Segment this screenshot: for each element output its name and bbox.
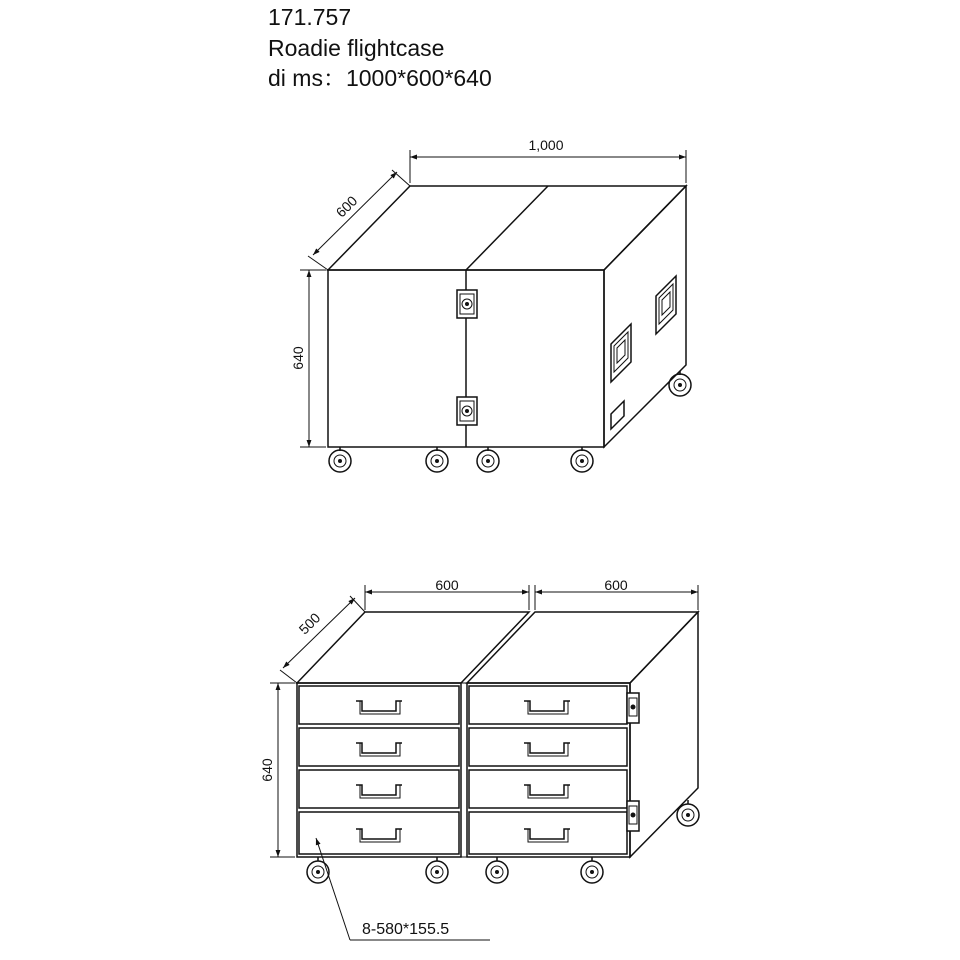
lid-split-line xyxy=(466,186,548,270)
dimension-height xyxy=(290,270,326,447)
dimension-width-right xyxy=(535,577,698,610)
side-handle-front xyxy=(611,324,631,382)
side-latch-lower xyxy=(627,801,639,831)
model-number: 171.757 xyxy=(268,4,352,30)
left-unit-top-face xyxy=(297,612,529,683)
dimension-width-left xyxy=(365,577,529,610)
dimension-width xyxy=(410,137,686,183)
dimensions-label: di ms：1000*600*640 xyxy=(268,65,492,91)
closed-case-view xyxy=(290,137,691,472)
dimension-depth-bottom xyxy=(280,596,365,683)
dimension-width-right-label: 600 xyxy=(604,577,628,593)
dimension-height-label: 640 xyxy=(290,346,306,370)
drawer-units-view xyxy=(259,577,699,940)
dimension-depth-bottom-label: 500 xyxy=(295,609,324,638)
right-unit-side-face xyxy=(630,612,698,857)
dimension-width-left-label: 600 xyxy=(435,577,459,593)
side-latch-upper xyxy=(627,693,639,723)
dimension-height-bottom-label: 640 xyxy=(259,758,275,782)
butterfly-latch-upper xyxy=(457,290,477,318)
side-handle-rear xyxy=(656,276,676,334)
product-name: Roadie flightcase xyxy=(268,34,445,61)
drawer-size-note: 8-580*155.5 xyxy=(362,921,450,938)
caster-wheels-top xyxy=(329,371,691,472)
drawer-handles xyxy=(356,701,570,842)
dimension-width-label: 1,000 xyxy=(528,137,564,153)
butterfly-latch-lower xyxy=(457,397,477,425)
dimension-depth xyxy=(308,170,410,270)
dimension-depth-label: 600 xyxy=(332,192,361,221)
dimension-height-bottom xyxy=(259,683,295,857)
side-plate xyxy=(611,401,624,429)
